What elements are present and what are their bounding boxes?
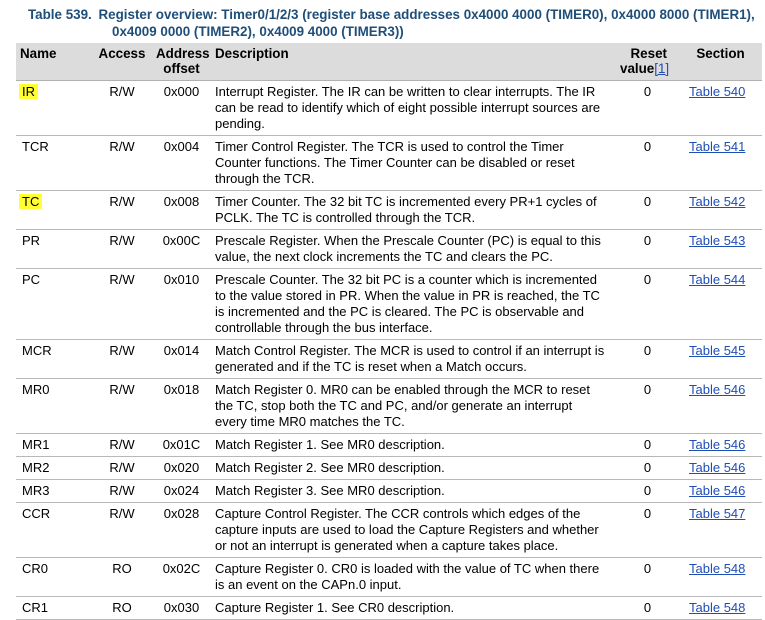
header-address-offset: Address offset — [152, 43, 211, 81]
register-section-link-cell[interactable] — [679, 597, 762, 620]
register-access-cell — [92, 434, 152, 457]
header-reset-label: Reset value — [620, 46, 667, 76]
register-access: R/W — [109, 139, 135, 154]
register-name-cell — [16, 136, 92, 191]
register-access: R/W — [109, 343, 135, 358]
register-description-cell — [211, 379, 616, 434]
register-section-link[interactable]: Table 546 — [689, 382, 746, 397]
register-reset-value-cell — [616, 136, 679, 191]
register-section-link-cell[interactable] — [679, 457, 762, 480]
register-section-link-cell[interactable] — [679, 136, 762, 191]
register-reset-value-cell — [616, 503, 679, 558]
register-offset-cell — [152, 503, 211, 558]
table-caption — [28, 6, 763, 40]
register-section-link-cell[interactable] — [679, 230, 762, 269]
register-description: Capture Register 0. CR0 is loaded with the value of TC when there is an event on the CAPn.0 input. — [215, 561, 600, 592]
register-section-link[interactable]: Table 547 — [689, 506, 746, 521]
register-reset-value-cell — [616, 191, 679, 230]
register-name-cell — [16, 379, 92, 434]
register-reset-value: 0 — [643, 460, 652, 475]
table-row — [16, 230, 762, 269]
register-description: Timer Counter. The 32 bit TC is incremented every PR+1 cycles of PCLK. The TC is controlled through the TCR. — [215, 194, 597, 225]
register-section-link-cell[interactable] — [679, 81, 762, 136]
table-row — [16, 379, 762, 434]
register-offset: 0x01C — [162, 437, 201, 452]
register-reset-value-cell — [616, 81, 679, 136]
register-access-cell — [92, 81, 152, 136]
register-offset-cell — [152, 136, 211, 191]
register-access-cell — [92, 136, 152, 191]
register-section-link[interactable]: Table 546 — [689, 483, 746, 498]
register-offset-cell — [152, 269, 211, 340]
register-offset-cell — [152, 597, 211, 620]
register-section-link-cell[interactable] — [679, 503, 762, 558]
register-offset-cell — [152, 480, 211, 503]
register-reset-value-cell — [616, 269, 679, 340]
register-offset: 0x030 — [163, 600, 200, 615]
register-section-link-cell[interactable] — [679, 379, 762, 434]
register-offset-cell — [152, 230, 211, 269]
register-offset: 0x004 — [163, 139, 200, 154]
register-section-link[interactable]: Table 548 — [689, 561, 746, 576]
register-offset: 0x020 — [163, 460, 200, 475]
register-name: PR — [22, 233, 41, 248]
register-section-link[interactable]: Table 543 — [689, 233, 746, 248]
register-description: Capture Control Register. The CCR controls which edges of the capture inputs are used to load the Capture Registers and whether or not an interrupt is generated when a capture takes place. — [215, 506, 599, 553]
register-overview-table — [16, 43, 762, 620]
register-offset: 0x008 — [163, 194, 200, 209]
register-description-cell — [211, 191, 616, 230]
register-description-cell — [211, 457, 616, 480]
register-name: MR0 — [22, 382, 50, 397]
register-access: R/W — [109, 483, 135, 498]
header-section: Section — [679, 43, 762, 81]
register-description-cell — [211, 558, 616, 597]
register-description-cell — [211, 269, 616, 340]
register-offset: 0x018 — [163, 382, 200, 397]
register-section-link[interactable]: Table 548 — [689, 600, 746, 615]
register-reset-value: 0 — [643, 506, 652, 521]
register-offset: 0x024 — [163, 483, 200, 498]
register-name-cell — [16, 191, 92, 230]
register-reset-value: 0 — [643, 139, 652, 154]
register-description-cell — [211, 340, 616, 379]
register-name-cell — [16, 457, 92, 480]
register-reset-value-cell — [616, 230, 679, 269]
register-offset-cell — [152, 81, 211, 136]
register-offset: 0x00C — [162, 233, 201, 248]
register-reset-value: 0 — [643, 343, 652, 358]
register-name: CCR — [22, 506, 51, 521]
table-row — [16, 434, 762, 457]
register-access-cell — [92, 269, 152, 340]
register-reset-value-cell — [616, 457, 679, 480]
register-name-cell — [16, 230, 92, 269]
table-body — [16, 81, 762, 620]
register-access-cell — [92, 340, 152, 379]
register-access-cell — [92, 457, 152, 480]
register-description: Match Register 3. See MR0 description. — [215, 483, 445, 498]
register-description: Prescale Register. When the Prescale Counter (PC) is equal to this value, the next clock increments the TC and clears the PC. — [215, 233, 601, 264]
register-name-cell — [16, 434, 92, 457]
register-section-link[interactable]: Table 541 — [689, 139, 746, 154]
register-reset-value-cell — [616, 597, 679, 620]
register-access: R/W — [109, 460, 135, 475]
table-row — [16, 269, 762, 340]
register-description: Match Register 1. See MR0 description. — [215, 437, 445, 452]
register-description-cell — [211, 136, 616, 191]
table-row — [16, 503, 762, 558]
table-row — [16, 480, 762, 503]
register-access-cell — [92, 191, 152, 230]
register-offset-cell — [152, 379, 211, 434]
register-offset-cell — [152, 558, 211, 597]
register-access: RO — [112, 600, 132, 615]
register-description: Interrupt Register. The IR can be written to clear interrupts. The IR can be read to identify which of eight possible interrupt sources are pending. — [215, 84, 601, 131]
register-description: Timer Control Register. The TCR is used to control the Timer Counter functions. The Timer Counter can be disabled or reset through the TCR. — [215, 139, 575, 186]
register-reset-value-cell — [616, 434, 679, 457]
table-header — [16, 43, 762, 81]
register-name: MR3 — [22, 483, 50, 498]
register-reset-value: 0 — [643, 194, 652, 209]
register-description-cell — [211, 480, 616, 503]
table-row — [16, 191, 762, 230]
register-section-link[interactable]: Table 540 — [689, 84, 746, 99]
register-section-link-cell[interactable] — [679, 480, 762, 503]
register-section-link[interactable]: Table 546 — [689, 460, 746, 475]
register-section-link-cell[interactable] — [679, 269, 762, 340]
register-access: R/W — [109, 382, 135, 397]
caption-title: Register overview: Timer0/1/2/3 (register base addresses 0x4000 4000 (TIMER0), 0x4000 8000 (TIMER1), — [98, 7, 755, 22]
register-name: CR0 — [22, 561, 49, 576]
register-reset-value: 0 — [643, 382, 652, 397]
register-offset: 0x02C — [162, 561, 201, 576]
register-access-cell — [92, 597, 152, 620]
register-access: R/W — [109, 84, 135, 99]
register-description-cell — [211, 230, 616, 269]
register-description: Match Control Register. The MCR is used to control if an interrupt is generated and if the TC is reset when a Match occurs. — [215, 343, 605, 374]
register-offset-cell — [152, 457, 211, 480]
register-reset-value: 0 — [643, 437, 652, 452]
register-section-link[interactable]: Table 545 — [689, 343, 746, 358]
register-reset-value: 0 — [643, 561, 652, 576]
register-offset-cell — [152, 434, 211, 457]
register-name: MCR — [22, 343, 52, 358]
table-row — [16, 340, 762, 379]
register-name-cell — [16, 81, 92, 136]
register-access: RO — [112, 561, 132, 576]
register-section-link[interactable]: Table 542 — [689, 194, 746, 209]
table-row — [16, 81, 762, 136]
register-reset-value: 0 — [643, 272, 652, 287]
register-description-cell — [211, 597, 616, 620]
register-reset-value-cell — [616, 379, 679, 434]
register-name: CR1 — [22, 600, 49, 615]
caption-line-1 — [28, 6, 763, 23]
register-name-cell — [16, 597, 92, 620]
register-name: MR1 — [22, 437, 50, 452]
register-access: R/W — [109, 506, 135, 521]
register-offset-cell — [152, 340, 211, 379]
caption-line-2: 0x4009 0000 (TIMER2), 0x4009 4000 (TIMER3)) — [112, 24, 404, 39]
register-reset-value: 0 — [643, 233, 652, 248]
register-access: R/W — [109, 233, 135, 248]
register-section-link-cell[interactable] — [679, 558, 762, 597]
register-offset: 0x014 — [163, 343, 200, 358]
footnote-link[interactable]: [1] — [654, 61, 670, 76]
register-offset: 0x028 — [163, 506, 200, 521]
register-name-cell — [16, 503, 92, 558]
register-reset-value: 0 — [643, 600, 652, 615]
register-name: MR2 — [22, 460, 50, 475]
register-reset-value: 0 — [643, 84, 652, 99]
register-section-link[interactable]: Table 544 — [689, 272, 746, 287]
header-reset-value — [616, 43, 679, 81]
header-description: Description — [211, 43, 616, 81]
table-row — [16, 457, 762, 480]
register-offset-cell — [152, 191, 211, 230]
register-name: TCR — [22, 139, 49, 154]
register-access-cell — [92, 379, 152, 434]
header-row — [16, 43, 762, 81]
register-reset-value-cell — [616, 558, 679, 597]
table-row — [16, 597, 762, 620]
register-description: Capture Register 1. See CR0 description. — [215, 600, 455, 615]
register-offset: 0x000 — [163, 84, 200, 99]
register-name-cell — [16, 269, 92, 340]
header-name: Name — [16, 43, 92, 81]
register-access-cell — [92, 558, 152, 597]
register-reset-value-cell — [616, 340, 679, 379]
register-description-cell — [211, 81, 616, 136]
register-name: PC — [22, 272, 41, 287]
register-description: Prescale Counter. The 32 bit PC is a counter which is incremented to the value stored in PR. When the value in PR is reached, the TC is incremented and the PC is cleared. The PC is observable and controllable through the bus interface. — [215, 272, 600, 335]
register-access-cell — [92, 503, 152, 558]
register-access: R/W — [109, 194, 135, 209]
table-row — [16, 558, 762, 597]
register-name-cell — [16, 340, 92, 379]
header-access: Access — [92, 43, 152, 81]
register-name: IR — [19, 84, 38, 99]
register-reset-value-cell — [616, 480, 679, 503]
register-access-cell — [92, 230, 152, 269]
register-description-cell — [211, 503, 616, 558]
register-reset-value: 0 — [643, 483, 652, 498]
register-section-link-cell[interactable] — [679, 340, 762, 379]
register-name-cell — [16, 480, 92, 503]
register-offset: 0x010 — [163, 272, 200, 287]
table-row — [16, 136, 762, 191]
caption-number: Table 539. — [28, 7, 92, 22]
register-section-link-cell[interactable] — [679, 191, 762, 230]
register-section-link-cell[interactable] — [679, 434, 762, 457]
register-description: Match Register 0. MR0 can be enabled through the MCR to reset the TC, stop both the TC and PC, and/or generate an interrupt every time MR0 matches the TC. — [215, 382, 591, 429]
register-description: Match Register 2. See MR0 description. — [215, 460, 445, 475]
register-access-cell — [92, 480, 152, 503]
register-description-cell — [211, 434, 616, 457]
register-name-cell — [16, 558, 92, 597]
register-access: R/W — [109, 437, 135, 452]
register-name: TC — [19, 194, 42, 209]
register-access: R/W — [109, 272, 135, 287]
register-section-link[interactable]: Table 546 — [689, 437, 746, 452]
